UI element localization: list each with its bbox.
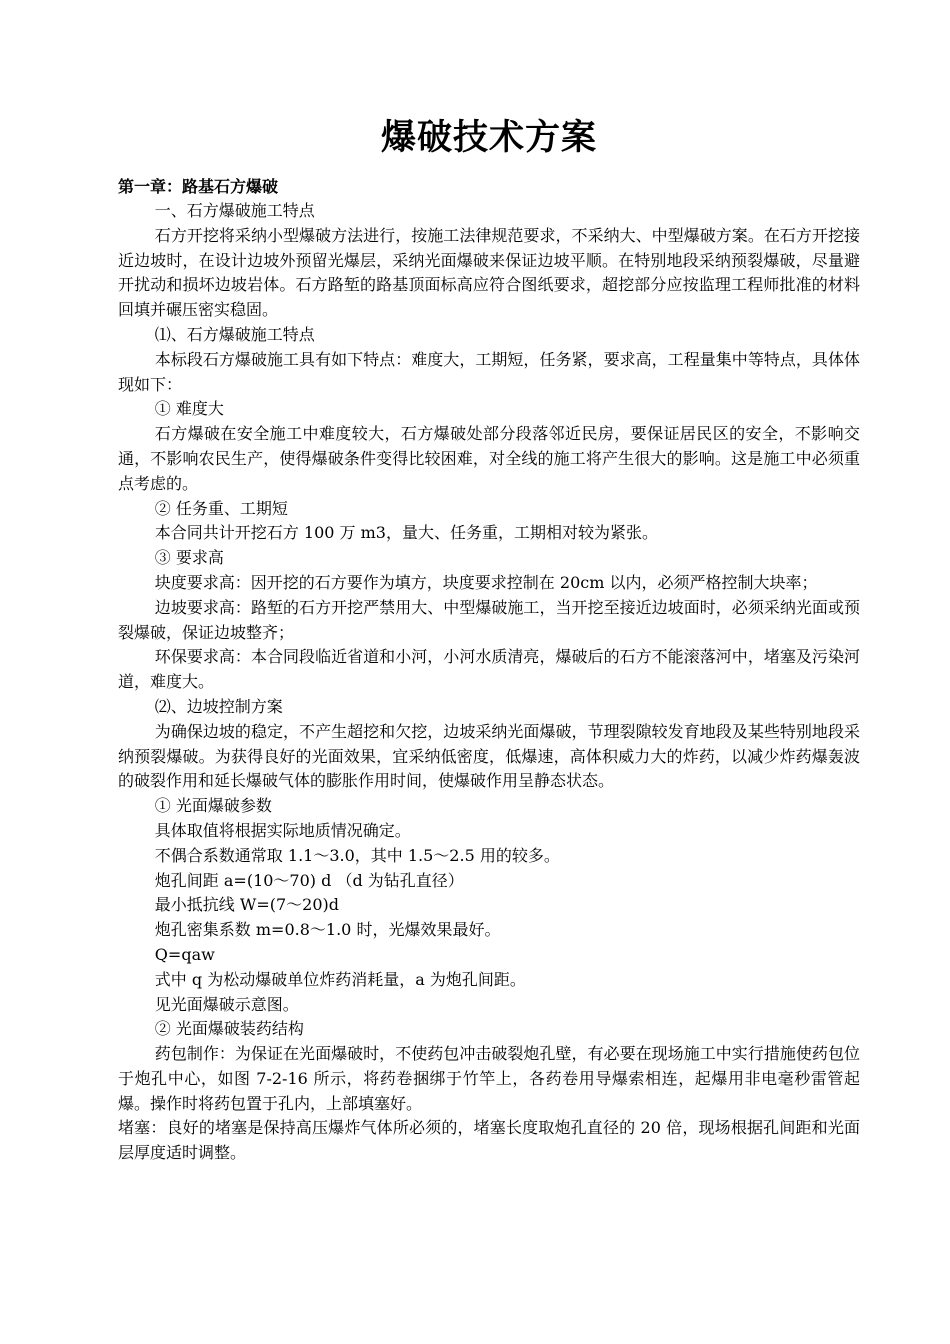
paragraph: 本标段石方爆破施工具有如下特点：难度大，工期短，任务紧，要求高，工程量集中等特点，具体体现如下： xyxy=(118,349,860,394)
paragraph: 堵塞：良好的堵塞是保持高压爆炸气体所必须的，堵塞长度取炮孔直径的 20 倍，现场根据孔间距和光面层厚度适时调整。 xyxy=(118,1118,860,1163)
paragraph: 不偶合系数通常取 1.1～3.0，其中 1.5～2.5 用的较多。 xyxy=(154,845,560,865)
paragraph: 石方爆破在安全施工中难度较大，石方爆破处部分段落邻近民房，要保证居民区的安全，不影响交通，不影响农民生产，使得爆破条件变得比较困难，对全线的施工将产生很大的影响。这是施工中必须重点考虑的。 xyxy=(118,424,860,493)
formula-line: Q=qaw xyxy=(154,944,215,964)
item-heading: ① 难度大 xyxy=(154,399,224,419)
paragraph: 药包制作：为保证在光面爆破时，不使药包冲击破裂炮孔壁，有必要在现场施工中实行措施使药包位于炮孔中心，如图 7-2-16 所示，将药卷捆绑于竹竿上，各药卷用导爆索相连，起爆用非电毫秒雷管起爆。操作时将药包置于孔内，上部填塞好。 xyxy=(118,1044,860,1113)
paragraph: 见光面爆破示意图。 xyxy=(154,994,299,1014)
item-heading: ① 光面爆破参数 xyxy=(154,796,272,816)
document-body xyxy=(118,199,860,1166)
paragraph: 炮孔密集系数 m=0.8～1.0 时，光爆效果最好。 xyxy=(154,920,501,940)
item-heading: ③ 要求高 xyxy=(154,548,224,568)
paragraph: 式中 q 为松动爆破单位炸药消耗量，a 为炮孔间距。 xyxy=(154,969,526,989)
subsection-heading: ⑵、边坡控制方案 xyxy=(154,696,283,716)
paragraph: 石方开挖将采纳小型爆破方法进行，按施工法律规范要求，不采纳大、中型爆破方案。在石方开挖接近边坡时，在设计边坡外预留光爆层，采纳光面爆破来保证边坡平顺。在特别地段采纳预裂爆破，尽量避开扰动和损坏边坡岩体。石方路堑的路基顶面标高应符合图纸要求，超挖部分应按监理工程师批准的材料回填并碾压密实稳固。 xyxy=(118,225,860,320)
paragraph: 本合同共计开挖石方 100 万 m3，量大、任务重，工期相对较为紧张。 xyxy=(154,523,658,543)
paragraph: 具体取值将根据实际地质情况确定。 xyxy=(154,820,411,840)
paragraph: 块度要求高：因开挖的石方要作为填方，块度要求控制在 20cm 以内，必须严格控制大块率； xyxy=(154,572,818,592)
section-heading: 一、石方爆破施工特点 xyxy=(154,201,315,220)
formula-line: 炮孔间距 a=(10～70) d （d 为钻孔直径） xyxy=(154,870,464,890)
chapter-heading: 第一章：路基石方爆破 xyxy=(118,177,279,196)
item-heading: ② 光面爆破装药结构 xyxy=(154,1019,304,1039)
document-page xyxy=(118,112,860,1166)
subsection-heading: ⑴、石方爆破施工特点 xyxy=(154,324,315,344)
paragraph: 环保要求高：本合同段临近省道和小河，小河水质清亮，爆破后的石方不能滚落河中，堵塞及污染河道，难度大。 xyxy=(118,647,860,692)
item-heading: ② 任务重、工期短 xyxy=(154,498,288,518)
formula-line: 最小抵抗线 W=(7～20)d xyxy=(154,895,340,915)
document-title: 爆破技术方案 xyxy=(380,118,597,158)
paragraph: 为确保边坡的稳定，不产生超挖和欠挖，边坡采纳光面爆破，节理裂隙较发育地段及某些特别地段采纳预裂爆破。为获得良好的光面效果，宜采纳低密度，低爆速，高体积威力大的炸药，以减少炸药爆轰波的破裂作用和延长爆破气体的膨胀作用时间，使爆破作用呈静态状态。 xyxy=(118,721,860,791)
paragraph: 边坡要求高：路堑的石方开挖严禁用大、中型爆破施工，当开挖至接近边坡面时，必须采纳光面或预裂爆破，保证边坡整齐； xyxy=(118,597,860,642)
